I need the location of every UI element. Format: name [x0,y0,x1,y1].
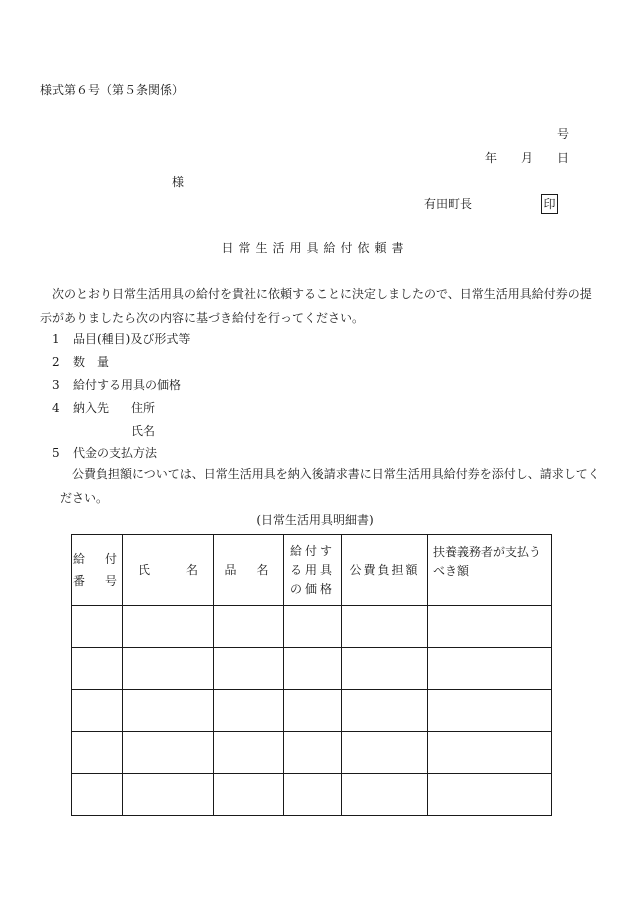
table-cell [72,732,123,774]
item-4-number: 4 [52,401,60,415]
table-cell [428,690,552,732]
table-cell [214,606,284,648]
header-device-price-line3: の価格 [289,581,335,596]
date-year-label: 年 [485,151,498,165]
table-cell [72,774,123,816]
table-cell [428,648,552,690]
table-cell [428,606,552,648]
table-cell [342,774,428,816]
table-cell [342,648,428,690]
item-5-label: 代金の支払方法 [73,446,158,460]
header-device-price [284,535,342,606]
table-cell [342,606,428,648]
table-cell [284,774,342,816]
table-cell [214,690,284,732]
item-4-name-label: 氏名 [131,424,156,438]
number-label: 号 [557,127,570,141]
header-guardian-share: 扶養義務者が支払うべき額 [428,535,552,606]
document-title: 日常生活用具給付依頼書 [221,241,409,255]
item-5-number: 5 [52,446,60,460]
table-header-row [72,535,552,606]
table-cell [214,774,284,816]
item-4-address-label: 住所 [131,401,156,415]
item-3-number: 3 [52,378,60,392]
table-cell [72,690,123,732]
seal-stamp: 印 [541,194,558,214]
item-1-label: 品目(種目)及び形式等 [73,332,191,346]
table-cell [72,648,123,690]
date-month-label: 月 [521,151,534,165]
table-cell [284,732,342,774]
table-cell [342,690,428,732]
table-row [72,648,552,690]
table-cell [123,732,214,774]
table-cell [123,690,214,732]
table-cell [284,606,342,648]
header-grant-number-line2: 番 号 [72,574,121,588]
table-row [72,690,552,732]
table-cell [123,648,214,690]
table-row [72,732,552,774]
table-cell [214,732,284,774]
addressee-suffix: 様 [172,175,185,189]
table-cell [428,774,552,816]
form-number: 様式第６号（第５条関係） [40,83,185,97]
issuer-name: 有田町長 [424,197,473,211]
item-4-label: 納入先 [73,401,110,415]
header-grant-number [72,535,123,606]
header-device-price-line1: 給付す [289,543,335,558]
item-2-number: 2 [52,355,60,369]
table-row [72,606,552,648]
payment-note: 公費負担額については、日常生活用具を納入後請求書に日常生活用具給付券を添付し、請求してください。 [60,467,600,505]
table-caption: (日常生活用具明細書) [256,513,374,527]
item-3-label: 給付する用具の価格 [73,378,182,392]
table-row [72,774,552,816]
header-name: 氏 名 [123,535,214,606]
table-cell [72,606,123,648]
table-cell [123,774,214,816]
detail-table [71,534,552,816]
item-1-number: 1 [52,332,60,346]
item-2-label: 数 量 [73,355,110,369]
table-cell [123,606,214,648]
table-cell [284,648,342,690]
table-cell [342,732,428,774]
header-item-name: 品 名 [214,535,284,606]
header-device-price-line2: る用具 [289,562,335,577]
header-grant-number-line1: 給 付 [72,552,121,566]
table-cell [428,732,552,774]
table-cell [284,690,342,732]
table-cell [214,648,284,690]
header-public-share: 公費負担額 [342,535,428,606]
date-day-label: 日 [557,151,570,165]
intro-paragraph: 次のとおり日常生活用具の給付を貴社に依頼することに決定しましたので、日常生活用具給付券の提示がありましたら次の内容に基づき給付を行ってください。 [40,287,592,325]
